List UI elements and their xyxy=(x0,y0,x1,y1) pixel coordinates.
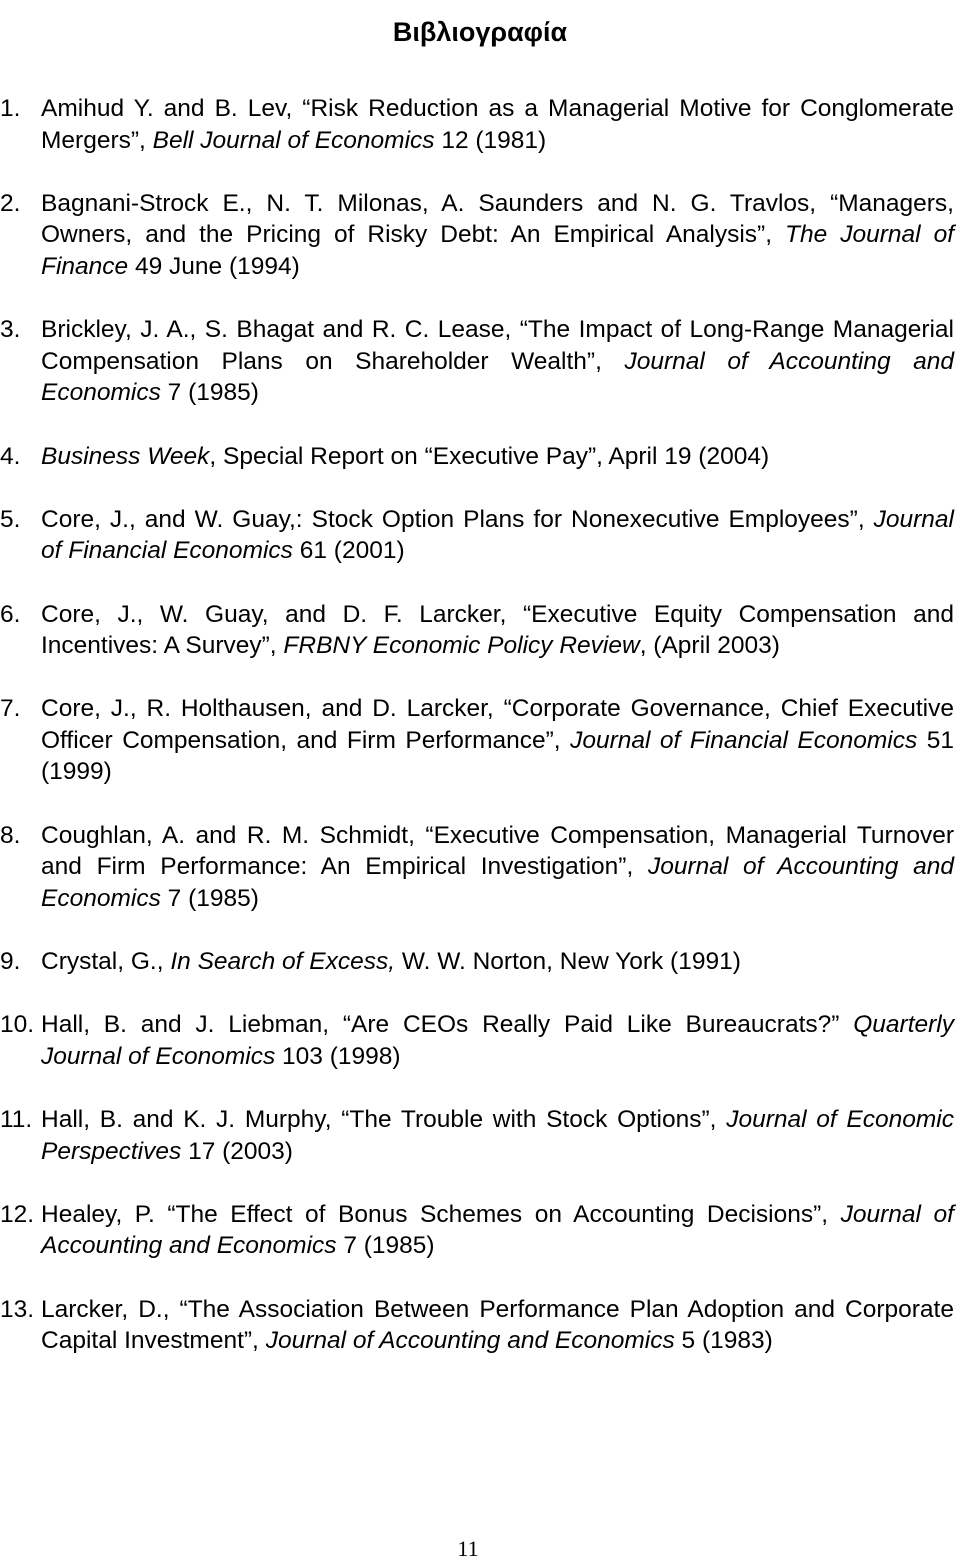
page-heading: Βιβλιογραφία xyxy=(392,17,568,48)
reference-details: , (April 2003) xyxy=(639,632,780,660)
reference-publication: Business Week xyxy=(41,442,210,470)
reference-details: 7 (1985) xyxy=(336,1232,435,1260)
reference-authors: Hall, B. and J. Liebman, xyxy=(41,1011,343,1039)
reference-title: “Corporate Governance, Chief Executive Officer Compensation, and Firm Performance”, xyxy=(41,695,954,754)
reference-list xyxy=(0,93,960,1388)
reference-number: 13. xyxy=(0,1295,35,1323)
reference-publication: Journal of Accounting and Economics xyxy=(265,1327,675,1355)
reference-number: 6. xyxy=(0,600,21,628)
reference-title: “Managers, Owners, and the Pricing of Risky Debt: An Empirical Analysis”, xyxy=(41,189,954,249)
reference-title: “Are CEOs Really Paid Like Bureaucrats?” xyxy=(342,1011,854,1039)
reference-text xyxy=(41,693,954,788)
reference-text xyxy=(41,1294,954,1357)
reference-number: 5. xyxy=(0,505,21,533)
reference-text xyxy=(41,314,954,409)
reference-item-13 xyxy=(0,1294,960,1357)
reference-item-8 xyxy=(0,820,960,915)
reference-number: 11. xyxy=(0,1106,33,1133)
reference-item-10 xyxy=(0,1009,960,1072)
reference-item-9 xyxy=(0,946,960,978)
reference-number: 4. xyxy=(0,442,21,470)
reference-title: “The Trouble with Stock Options”, xyxy=(341,1106,727,1133)
reference-publication: Journal of Financial Economics xyxy=(41,505,954,565)
reference-publication: Quarterly Journal of Economics xyxy=(41,1011,954,1070)
reference-authors: Amihud Y. and B. Lev, xyxy=(41,95,303,122)
page-number: 11 xyxy=(457,1536,479,1561)
reference-publication: Journal of Accounting and Economics xyxy=(41,1200,954,1260)
reference-text xyxy=(41,1199,954,1262)
reference-title: “Executive Compensation, Managerial Turnover and Firm Performance: An Empirical Investigation”, xyxy=(41,821,954,881)
reference-item-12 xyxy=(0,1199,960,1262)
reference-authors: Core, J., R. Holthausen, and D. Larcker, xyxy=(41,695,504,723)
reference-title: “The Association Between Performance Plan Adoption and Corporate Capital Investment”, xyxy=(41,1295,954,1355)
reference-item-2 xyxy=(0,188,960,283)
reference-authors: Core, J., and W. Guay,: xyxy=(41,505,312,533)
reference-publication: Journal of Economic Perspectives xyxy=(41,1106,954,1165)
reference-item-7 xyxy=(0,693,960,788)
reference-item-3 xyxy=(0,314,960,409)
reference-text xyxy=(41,188,954,283)
reference-details: 61 (2001) xyxy=(292,537,405,565)
reference-details: 7 (1985) xyxy=(160,379,259,407)
reference-details: 7 (1985) xyxy=(160,884,259,912)
reference-title: “Risk Reduction as a Managerial Motive for Conglomerate Mergers”, xyxy=(41,95,954,154)
reference-number: 7. xyxy=(0,695,21,723)
reference-authors: Larcker, D., xyxy=(41,1295,180,1323)
reference-number: 3. xyxy=(0,316,21,344)
reference-number: 8. xyxy=(0,821,21,849)
reference-authors: Crystal, G., xyxy=(41,948,171,976)
reference-number: 2. xyxy=(0,189,21,217)
reference-text xyxy=(41,820,954,915)
reference-details: 103 (1998) xyxy=(275,1042,401,1070)
reference-authors: Hall, B. and K. J. Murphy, xyxy=(41,1106,342,1133)
reference-item-6 xyxy=(0,599,960,662)
reference-details: , Special Report on “Executive Pay”, April 19 (2004) xyxy=(209,442,770,470)
reference-details: 49 June (1994) xyxy=(128,252,300,280)
reference-item-11 xyxy=(0,1104,960,1167)
reference-authors: Coughlan, A. and R. M. Schmidt, xyxy=(41,821,426,849)
reference-authors: Bagnani-Strock E., N. T. Milonas, A. Saunders and N. G. Travlos, xyxy=(41,189,831,217)
reference-publication: Journal of Financial Economics xyxy=(570,726,918,754)
reference-item-4 xyxy=(0,441,960,473)
reference-details: 5 (1983) xyxy=(674,1327,773,1355)
reference-publication: The Journal of Finance xyxy=(41,221,954,280)
reference-details: 17 (2003) xyxy=(181,1137,293,1165)
reference-title: “Executive Equity Compensation and Incentives: A Survey”, xyxy=(41,600,954,660)
reference-publication: FRBNY Economic Policy Review xyxy=(283,632,640,660)
reference-publication: Bell Journal of Economics xyxy=(152,126,435,154)
reference-text xyxy=(41,599,954,662)
reference-item-5 xyxy=(0,504,960,567)
reference-details: 51 (1999) xyxy=(41,726,955,786)
reference-item-1 xyxy=(0,93,960,156)
reference-authors: Core, J., W. Guay, and D. F. Larcker, xyxy=(41,600,523,628)
reference-title: “The Effect of Bonus Schemes on Accounting Decisions”, xyxy=(167,1200,841,1228)
reference-number: 10. xyxy=(0,1011,35,1039)
reference-text xyxy=(41,441,954,473)
reference-details: W. W. Norton, New York (1991) xyxy=(395,948,741,976)
reference-title: “The Impact of Long-Range Managerial Compensation Plans on Shareholder Wealth”, xyxy=(41,316,954,375)
reference-text xyxy=(41,1009,954,1072)
reference-number: 9. xyxy=(0,948,21,976)
reference-publication: Journal of Accounting and Economics xyxy=(41,347,955,407)
reference-authors: Brickley, J. A., S. Bhagat and R. C. Lease, xyxy=(41,316,520,344)
reference-text xyxy=(41,93,954,156)
reference-text xyxy=(41,946,954,978)
reference-number: 1. xyxy=(0,95,21,122)
reference-number: 12. xyxy=(0,1200,35,1228)
reference-details: 12 (1981) xyxy=(434,126,547,154)
reference-publication: Journal of Accounting and Economics xyxy=(41,853,955,912)
reference-text xyxy=(41,504,954,567)
reference-publication: In Search of Excess, xyxy=(170,948,396,976)
reference-text xyxy=(41,1104,954,1167)
reference-title: Stock Option Plans for Nonexecutive Employees”, xyxy=(311,505,874,533)
reference-authors: Healey, P. xyxy=(41,1200,168,1228)
